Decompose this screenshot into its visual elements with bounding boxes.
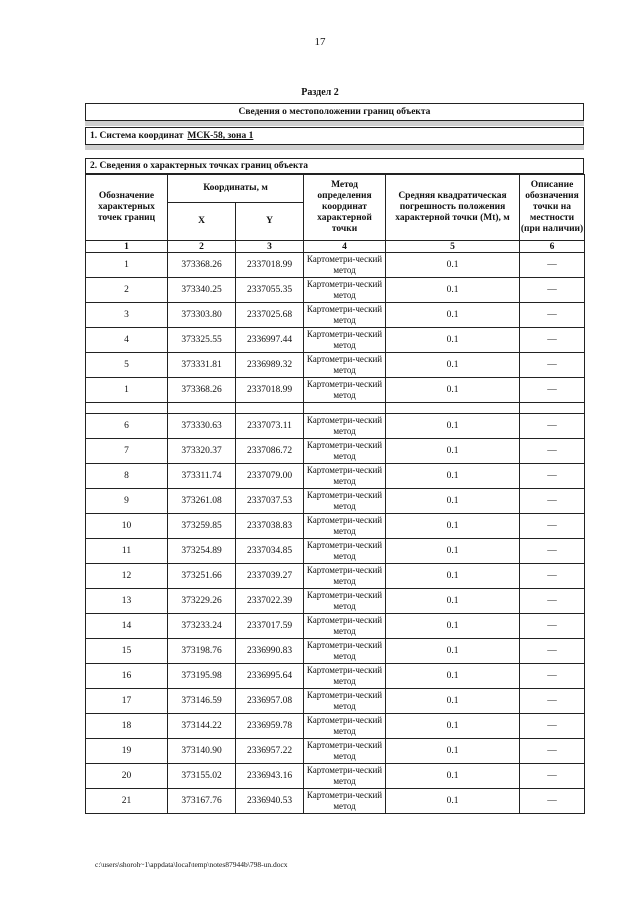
cell-description: — [520, 439, 585, 464]
cell-method: Картометри-ческий метод [304, 353, 386, 378]
cell-point-number: 1 [86, 378, 168, 403]
cell-method: Картометри-ческий метод [304, 764, 386, 789]
header-description: Описание обозначения точки на местности (при наличии) [520, 175, 585, 241]
cell-coord-y: 2336959.78 [236, 714, 304, 739]
cell-coord-x: 373330.63 [168, 414, 236, 439]
cell-method: Картометри-ческий метод [304, 514, 386, 539]
cell-coord-x: 373368.26 [168, 378, 236, 403]
cell-description: — [520, 689, 585, 714]
cell-coord-y: 2337017.59 [236, 614, 304, 639]
cell-accuracy: 0.1 [386, 514, 520, 539]
cell-description: — [520, 664, 585, 689]
column-number: 5 [386, 241, 520, 253]
table-row [86, 414, 585, 439]
cell-accuracy: 0.1 [386, 789, 520, 814]
cell-point-number: 5 [86, 353, 168, 378]
table-row [86, 689, 585, 714]
cell-coord-y: 2337022.39 [236, 589, 304, 614]
points-section-title: 2. Сведения о характерных точках границ объекта [85, 158, 584, 174]
cell-description: — [520, 614, 585, 639]
cell-coord-y: 2337079.00 [236, 464, 304, 489]
cell-point-number: 9 [86, 489, 168, 514]
column-number: 2 [168, 241, 236, 253]
cell-coord-x: 373325.55 [168, 328, 236, 353]
table-row [86, 564, 585, 589]
cell-point-number: 3 [86, 303, 168, 328]
cell-coord-y: 2336957.08 [236, 689, 304, 714]
cell-accuracy: 0.1 [386, 253, 520, 278]
cell-coord-y: 2336957.22 [236, 739, 304, 764]
cell-accuracy: 0.1 [386, 739, 520, 764]
cell-method: Картометри-ческий метод [304, 689, 386, 714]
table-row [86, 514, 585, 539]
cell-accuracy: 0.1 [386, 539, 520, 564]
cell-point-number: 14 [86, 614, 168, 639]
cell-coord-y: 2336989.32 [236, 353, 304, 378]
table-row [86, 439, 585, 464]
cell-description: — [520, 328, 585, 353]
header-accuracy: Средняя квадратическая погрешность положения характерной точки (Mt), м [386, 175, 520, 241]
coord-system-row [85, 127, 584, 145]
cell-coord-y: 2337055.35 [236, 278, 304, 303]
cell-method: Картометри-ческий метод [304, 439, 386, 464]
cell-coord-x: 373340.25 [168, 278, 236, 303]
cell-coord-x: 373311.74 [168, 464, 236, 489]
cell-method: Картометри-ческий метод [304, 589, 386, 614]
cell-accuracy: 0.1 [386, 489, 520, 514]
cell-description: — [520, 378, 585, 403]
cell-description: — [520, 278, 585, 303]
cell-description: — [520, 589, 585, 614]
coord-system-label: 1. Система координат [90, 131, 184, 141]
cell-point-number: 15 [86, 639, 168, 664]
column-number: 3 [236, 241, 304, 253]
table-row [86, 378, 585, 403]
table-row [86, 664, 585, 689]
cell-accuracy: 0.1 [386, 714, 520, 739]
cell-coord-y: 2336940.53 [236, 789, 304, 814]
section-title: Раздел 2 [301, 87, 339, 98]
cell-coord-y: 2337018.99 [236, 378, 304, 403]
cell-description: — [520, 714, 585, 739]
cell-accuracy: 0.1 [386, 664, 520, 689]
cell-coord-y: 2337034.85 [236, 539, 304, 564]
empty-cell [386, 403, 520, 414]
cell-method: Картометри-ческий метод [304, 489, 386, 514]
footer-file-path: c:\users\shoroh~1\appdata\local\temp\notes87944b\798-un.docx [95, 860, 288, 869]
cell-accuracy: 0.1 [386, 328, 520, 353]
cell-accuracy: 0.1 [386, 439, 520, 464]
cell-coord-y: 2336997.44 [236, 328, 304, 353]
cell-accuracy: 0.1 [386, 464, 520, 489]
separator-shade [85, 121, 584, 126]
header-coordinates: Координаты, м [168, 175, 304, 203]
table-row [86, 464, 585, 489]
cell-method: Картометри-ческий метод [304, 303, 386, 328]
cell-description: — [520, 464, 585, 489]
cell-coord-x: 373259.85 [168, 514, 236, 539]
cell-coord-y: 2337073.11 [236, 414, 304, 439]
cell-description: — [520, 739, 585, 764]
cell-coord-y: 2336990.83 [236, 639, 304, 664]
cell-coord-x: 373229.26 [168, 589, 236, 614]
table-row [86, 278, 585, 303]
cell-description: — [520, 353, 585, 378]
cell-description: — [520, 303, 585, 328]
cell-coord-x: 373144.22 [168, 714, 236, 739]
cell-method: Картометри-ческий метод [304, 378, 386, 403]
cell-coord-x: 373233.24 [168, 614, 236, 639]
cell-point-number: 12 [86, 564, 168, 589]
cell-point-number: 6 [86, 414, 168, 439]
cell-point-number: 16 [86, 664, 168, 689]
cell-coord-x: 373198.76 [168, 639, 236, 664]
cell-coord-y: 2336943.16 [236, 764, 304, 789]
cell-method: Картометри-ческий метод [304, 539, 386, 564]
table-row [86, 764, 585, 789]
header-y: Y [236, 203, 304, 241]
cell-point-number: 20 [86, 764, 168, 789]
header-method: Метод определения координат характерной точки [304, 175, 386, 241]
cell-description: — [520, 639, 585, 664]
cell-coord-y: 2337018.99 [236, 253, 304, 278]
cell-method: Картометри-ческий метод [304, 614, 386, 639]
cell-coord-y: 2336995.64 [236, 664, 304, 689]
page-number: 17 [314, 36, 326, 48]
cell-point-number: 18 [86, 714, 168, 739]
cell-point-number: 21 [86, 789, 168, 814]
cell-accuracy: 0.1 [386, 353, 520, 378]
object-info-header: Сведения о местоположении границ объекта [85, 103, 584, 121]
empty-cell [520, 403, 585, 414]
coord-system-value: МСК-58, зона 1 [187, 131, 254, 141]
cell-coord-x: 373146.59 [168, 689, 236, 714]
table-row [86, 589, 585, 614]
cell-description: — [520, 789, 585, 814]
cell-coord-y: 2337037.53 [236, 489, 304, 514]
cell-accuracy: 0.1 [386, 378, 520, 403]
cell-coord-x: 373261.08 [168, 489, 236, 514]
cell-coord-y: 2337039.27 [236, 564, 304, 589]
cell-accuracy: 0.1 [386, 278, 520, 303]
cell-accuracy: 0.1 [386, 639, 520, 664]
empty-cell [236, 403, 304, 414]
cell-method: Картометри-ческий метод [304, 714, 386, 739]
cell-description: — [520, 253, 585, 278]
column-number: 4 [304, 241, 386, 253]
cell-accuracy: 0.1 [386, 414, 520, 439]
cell-point-number: 10 [86, 514, 168, 539]
column-number: 1 [86, 241, 168, 253]
cell-accuracy: 0.1 [386, 764, 520, 789]
cell-coord-x: 373140.90 [168, 739, 236, 764]
cell-method: Картометри-ческий метод [304, 639, 386, 664]
header-designation: Обозначение характерных точек границ [86, 175, 168, 241]
cell-point-number: 13 [86, 589, 168, 614]
empty-cell [86, 403, 168, 414]
table-row [86, 303, 585, 328]
table-row [86, 714, 585, 739]
cell-coord-y: 2337086.72 [236, 439, 304, 464]
cell-point-number: 4 [86, 328, 168, 353]
cell-coord-x: 373155.02 [168, 764, 236, 789]
table-row [86, 489, 585, 514]
cell-method: Картометри-ческий метод [304, 464, 386, 489]
cell-coord-x: 373320.37 [168, 439, 236, 464]
cell-description: — [520, 414, 585, 439]
table-row [86, 353, 585, 378]
cell-point-number: 11 [86, 539, 168, 564]
table-body [86, 253, 585, 814]
cell-point-number: 2 [86, 278, 168, 303]
cell-coord-x: 373251.66 [168, 564, 236, 589]
separator-row [86, 403, 585, 414]
cell-coord-x: 373254.89 [168, 539, 236, 564]
cell-description: — [520, 564, 585, 589]
cell-method: Картометри-ческий метод [304, 664, 386, 689]
separator-shade [85, 145, 584, 150]
table-row [86, 614, 585, 639]
cell-coord-x: 373368.26 [168, 253, 236, 278]
table-row [86, 639, 585, 664]
table-row [86, 539, 585, 564]
table-row [86, 789, 585, 814]
cell-point-number: 7 [86, 439, 168, 464]
cell-coord-y: 2337038.83 [236, 514, 304, 539]
cell-point-number: 19 [86, 739, 168, 764]
cell-point-number: 17 [86, 689, 168, 714]
header-x: X [168, 203, 236, 241]
empty-cell [304, 403, 386, 414]
cell-method: Картометри-ческий метод [304, 253, 386, 278]
column-number: 6 [520, 241, 585, 253]
cell-coord-y: 2337025.68 [236, 303, 304, 328]
cell-accuracy: 0.1 [386, 614, 520, 639]
cell-accuracy: 0.1 [386, 689, 520, 714]
cell-method: Картометри-ческий метод [304, 278, 386, 303]
cell-accuracy: 0.1 [386, 303, 520, 328]
cell-coord-x: 373195.98 [168, 664, 236, 689]
cell-method: Картометри-ческий метод [304, 328, 386, 353]
table-row [86, 253, 585, 278]
cell-method: Картометри-ческий метод [304, 564, 386, 589]
cell-coord-x: 373303.80 [168, 303, 236, 328]
cell-method: Картометри-ческий метод [304, 739, 386, 764]
cell-coord-x: 373167.76 [168, 789, 236, 814]
cell-description: — [520, 514, 585, 539]
cell-description: — [520, 489, 585, 514]
boundary-points-table [85, 174, 585, 814]
cell-coord-x: 373331.81 [168, 353, 236, 378]
table-row [86, 328, 585, 353]
cell-description: — [520, 539, 585, 564]
table-row [86, 739, 585, 764]
cell-point-number: 1 [86, 253, 168, 278]
cell-method: Картометри-ческий метод [304, 789, 386, 814]
cell-accuracy: 0.1 [386, 589, 520, 614]
cell-description: — [520, 764, 585, 789]
cell-accuracy: 0.1 [386, 564, 520, 589]
empty-cell [168, 403, 236, 414]
cell-point-number: 8 [86, 464, 168, 489]
cell-method: Картометри-ческий метод [304, 414, 386, 439]
